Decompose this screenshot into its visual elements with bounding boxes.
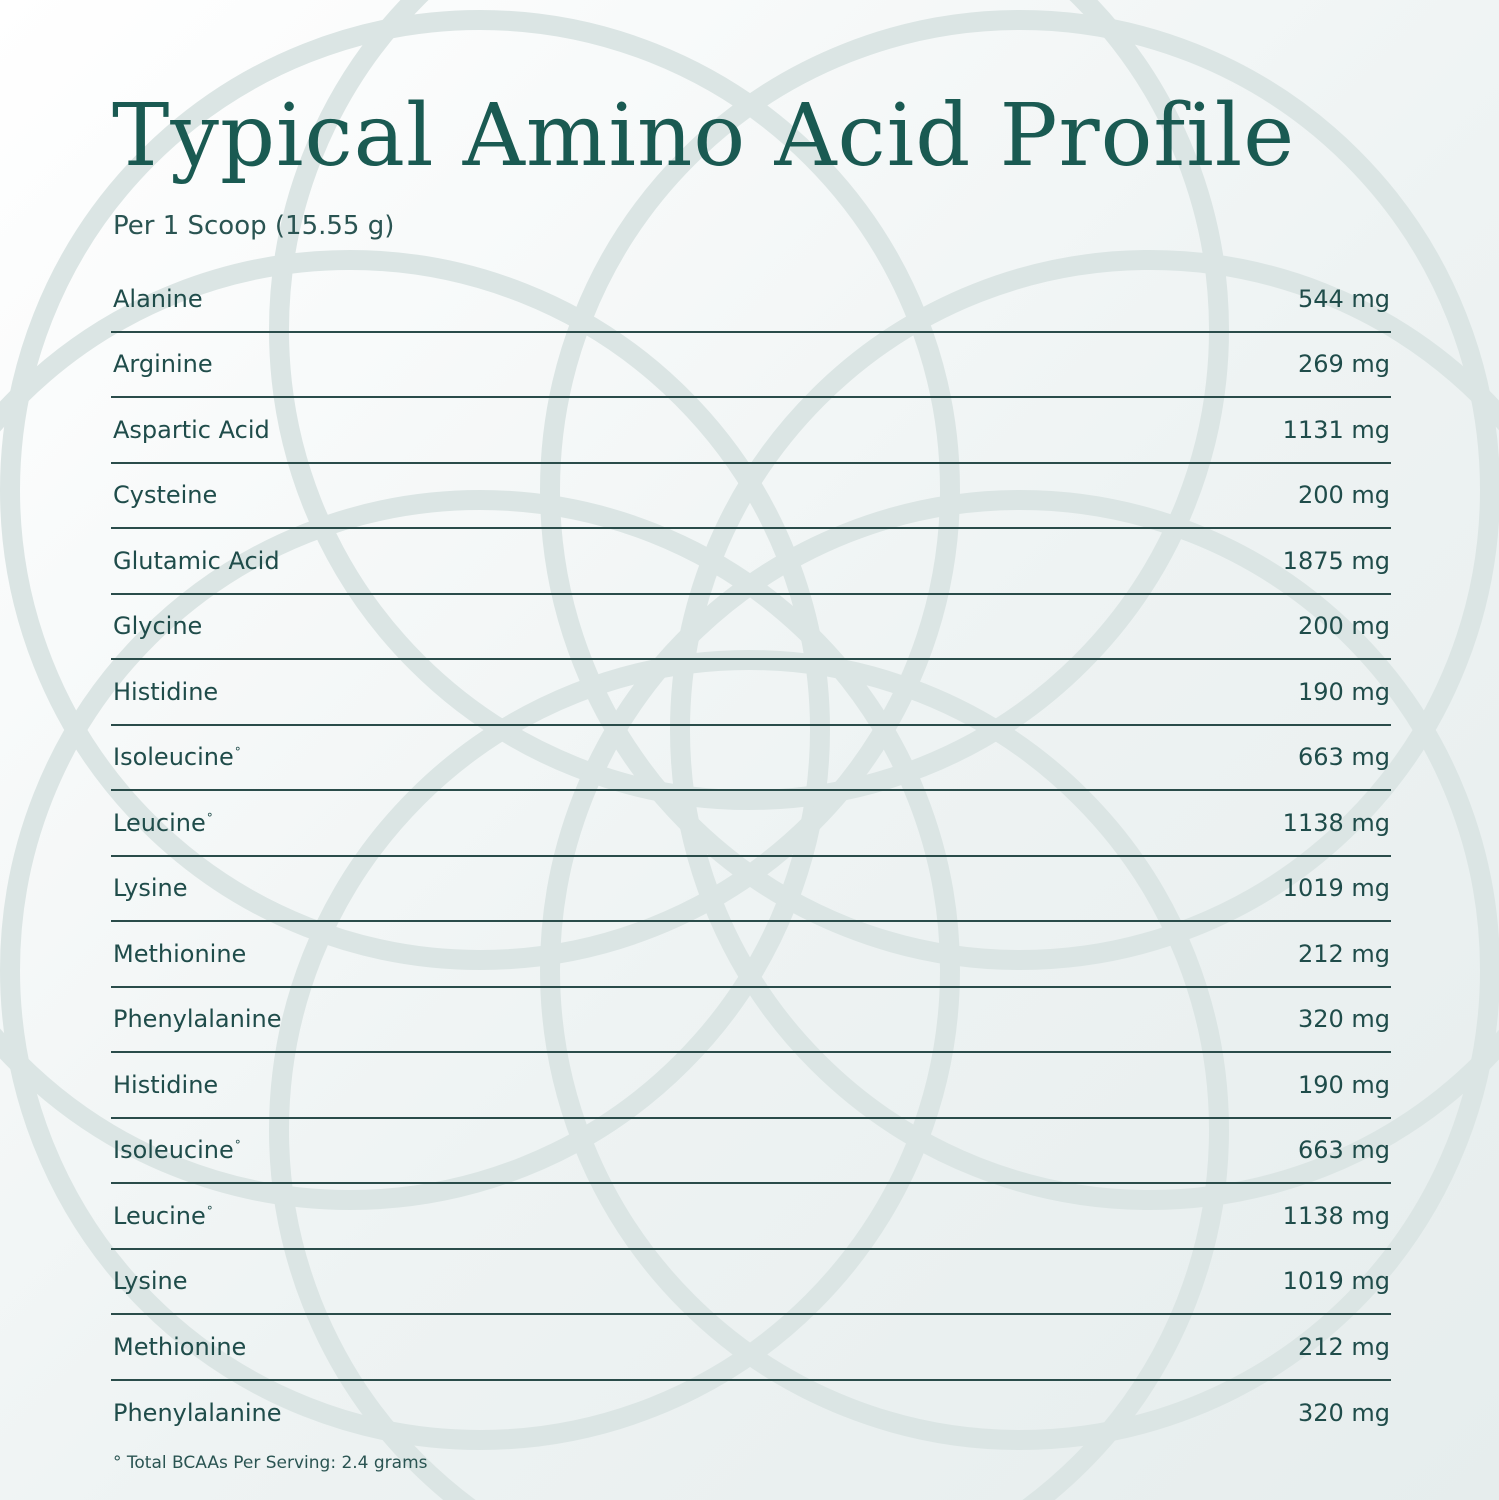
serving-size-subtitle: Per 1 Scoop (15.55 g) — [113, 211, 395, 241]
table-row — [111, 660, 1391, 726]
amino-acid-amount: 212 mg — [1297, 1332, 1390, 1361]
amino-acid-amount: 200 mg — [1297, 612, 1390, 641]
table-row — [111, 1119, 1391, 1185]
table-row — [111, 464, 1391, 530]
amino-acid-amount: 320 mg — [1297, 1005, 1390, 1034]
table-row — [111, 1381, 1391, 1447]
table-row — [111, 398, 1391, 464]
page-title: Typical Amino Acid Profile — [112, 86, 1296, 186]
table-row — [111, 857, 1391, 923]
amino-acid-name-text: Glycine — [113, 612, 203, 641]
amino-acid-name — [113, 481, 217, 509]
amino-acid-name — [113, 1136, 241, 1164]
table-row — [111, 922, 1391, 988]
amino-acid-name-text: Isoleucine — [113, 743, 234, 772]
amino-acid-name-text: Cysteine — [113, 481, 218, 510]
amino-acid-name — [113, 874, 188, 902]
amino-acid-name — [113, 285, 203, 313]
amino-acid-amount: 1131 mg — [1282, 415, 1390, 444]
amino-acid-amount: 663 mg — [1297, 743, 1390, 772]
amino-acid-name — [113, 1267, 188, 1295]
amino-acid-name — [113, 940, 246, 968]
amino-acid-amount: 269 mg — [1297, 350, 1390, 379]
table-row — [111, 595, 1391, 661]
amino-acid-name-text: Leucine — [113, 808, 206, 837]
amino-acid-amount: 1875 mg — [1282, 546, 1390, 575]
amino-acid-amount: 1019 mg — [1282, 1267, 1390, 1296]
table-row — [111, 1053, 1391, 1119]
amino-acid-name — [113, 350, 213, 378]
amino-acid-name-text: Glutamic Acid — [113, 546, 280, 575]
amino-acid-name-text: Alanine — [113, 284, 203, 313]
amino-acid-name — [113, 678, 218, 706]
bcaa-marker: ° — [206, 1203, 213, 1218]
table-row — [111, 1250, 1391, 1316]
table-row — [111, 791, 1391, 857]
amino-acid-amount: 663 mg — [1297, 1136, 1390, 1165]
amino-acid-name — [113, 743, 241, 771]
amino-acid-name — [113, 547, 280, 575]
table-row — [111, 333, 1391, 399]
amino-acid-amount: 320 mg — [1297, 1399, 1390, 1428]
table-row — [111, 1184, 1391, 1250]
amino-acid-name — [113, 612, 202, 640]
amino-acid-table — [111, 267, 1391, 1446]
amino-acid-name-text: Lysine — [113, 874, 188, 903]
amino-acid-name — [113, 809, 213, 837]
amino-acid-name-text: Lysine — [113, 1267, 188, 1296]
bcaa-marker: ° — [234, 745, 241, 760]
amino-acid-name — [113, 1202, 213, 1230]
amino-acid-name-text: Methionine — [113, 939, 247, 968]
amino-acid-name-text: Phenylalanine — [113, 1005, 282, 1034]
amino-acid-name — [113, 1333, 246, 1361]
amino-acid-amount: 190 mg — [1297, 677, 1390, 706]
amino-acid-name-text: Phenylalanine — [113, 1399, 282, 1428]
table-row — [111, 988, 1391, 1054]
amino-acid-name-text: Aspartic Acid — [113, 415, 270, 444]
bcaa-marker: ° — [206, 810, 213, 825]
amino-acid-amount: 1019 mg — [1282, 874, 1390, 903]
table-row — [111, 529, 1391, 595]
amino-acid-name — [113, 1399, 281, 1427]
amino-acid-name — [113, 1071, 218, 1099]
amino-acid-name-text: Isoleucine — [113, 1136, 234, 1165]
amino-acid-name-text: Histidine — [113, 677, 219, 706]
table-row — [111, 726, 1391, 792]
bcaa-marker: ° — [234, 1138, 241, 1153]
table-row — [111, 267, 1391, 333]
amino-acid-name-text: Methionine — [113, 1332, 247, 1361]
amino-acid-amount: 200 mg — [1297, 481, 1390, 510]
amino-acid-amount: 190 mg — [1297, 1070, 1390, 1099]
amino-acid-name — [113, 1005, 281, 1033]
amino-acid-amount: 1138 mg — [1282, 808, 1390, 837]
amino-acid-amount: 212 mg — [1297, 939, 1390, 968]
amino-acid-amount: 1138 mg — [1282, 1201, 1390, 1230]
amino-acid-name-text: Histidine — [113, 1070, 219, 1099]
bcaa-footnote: ° Total BCAAs Per Serving: 2.4 grams — [113, 1453, 428, 1473]
amino-acid-name-text: Leucine — [113, 1201, 206, 1230]
amino-acid-name — [113, 416, 270, 444]
amino-acid-amount: 544 mg — [1297, 284, 1390, 313]
table-row — [111, 1315, 1391, 1381]
amino-acid-name-text: Arginine — [113, 350, 213, 379]
